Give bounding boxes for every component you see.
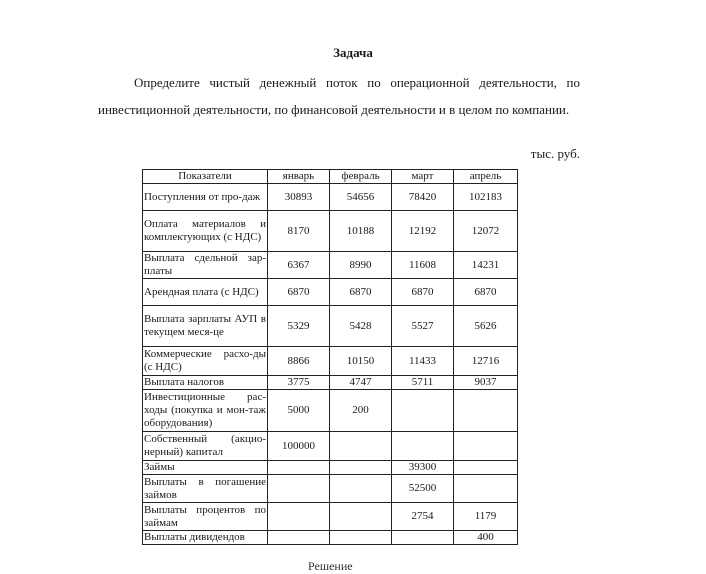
table-cell: 12072 bbox=[454, 211, 518, 252]
table-row bbox=[143, 347, 518, 376]
table-cell: 1179 bbox=[454, 503, 518, 531]
column-header: апрель bbox=[454, 170, 518, 184]
row-label: Оплата материалов и комплектующих (с НДС) bbox=[143, 211, 268, 252]
table-cell: 11433 bbox=[392, 347, 454, 376]
table-cell: 54656 bbox=[330, 184, 392, 211]
table-row bbox=[143, 184, 518, 211]
table-row bbox=[143, 252, 518, 279]
table-row bbox=[143, 279, 518, 306]
table-header-row bbox=[143, 170, 518, 184]
table-cell bbox=[454, 475, 518, 503]
column-header: Показатели bbox=[143, 170, 268, 184]
table-cell: 102183 bbox=[454, 184, 518, 211]
row-label: Выплаты процентов по займам bbox=[144, 503, 266, 529]
table-cell: 5329 bbox=[268, 306, 330, 347]
column-header: март bbox=[392, 170, 454, 184]
table-row bbox=[143, 432, 518, 461]
table-cell: 6870 bbox=[330, 279, 392, 306]
table-cell: 8866 bbox=[268, 347, 330, 376]
table-cell bbox=[454, 390, 518, 432]
units-label: тыс. руб. bbox=[530, 146, 580, 161]
cut-off-text: Решение bbox=[308, 559, 353, 573]
table-cell bbox=[330, 531, 392, 545]
table-row bbox=[143, 531, 518, 545]
row-label: Выплаты в погашение займов bbox=[144, 475, 266, 501]
table-cell: 5626 bbox=[454, 306, 518, 347]
table-cell: 5527 bbox=[392, 306, 454, 347]
row-label: Поступления от про-даж bbox=[143, 184, 268, 211]
table-row bbox=[143, 306, 518, 347]
row-label: Инвестиционные рас-ходы (покупка и мон-таж оборудования) bbox=[143, 390, 268, 432]
data-table bbox=[142, 169, 518, 545]
table-cell: 9037 bbox=[454, 376, 518, 390]
row-label: Займы bbox=[143, 461, 268, 475]
table-cell: 5428 bbox=[330, 306, 392, 347]
row-label: Выплата зарплаты АУП в текущем меся-це bbox=[143, 306, 268, 347]
table-cell bbox=[330, 461, 392, 475]
table-cell: 100000 bbox=[268, 432, 330, 461]
table-cell bbox=[268, 503, 330, 531]
table-cell bbox=[392, 432, 454, 461]
row-label: Коммерческие расхо-ды (с НДС) bbox=[143, 347, 268, 376]
row-label: Выплаты дивидендов bbox=[143, 531, 268, 545]
table-cell: 14231 bbox=[454, 252, 518, 279]
table-cell: 39300 bbox=[392, 461, 454, 475]
table-cell bbox=[454, 432, 518, 461]
task-text: Определите чистый денежный поток по операционной деятельности, по инвестиционной деятельности, по финансовой деятельности и в целом по компании. bbox=[98, 75, 580, 117]
table-cell bbox=[330, 475, 392, 503]
row-label: Арендная плата (с НДС) bbox=[143, 279, 268, 306]
table-cell bbox=[268, 475, 330, 503]
table-cell: 8170 bbox=[268, 211, 330, 252]
column-header: февраль bbox=[330, 170, 392, 184]
table-cell: 2754 bbox=[392, 503, 454, 531]
table-cell: 12716 bbox=[454, 347, 518, 376]
column-header: январь bbox=[268, 170, 330, 184]
table-cell: 10188 bbox=[330, 211, 392, 252]
table-cell bbox=[392, 531, 454, 545]
table-cell: 10150 bbox=[330, 347, 392, 376]
table-cell: 3775 bbox=[268, 376, 330, 390]
table-cell: 30893 bbox=[268, 184, 330, 211]
table-cell: 6367 bbox=[268, 252, 330, 279]
table-cell bbox=[392, 390, 454, 432]
table-row bbox=[143, 475, 518, 503]
table-row bbox=[143, 503, 518, 531]
table-cell bbox=[454, 461, 518, 475]
table-cell: 6870 bbox=[268, 279, 330, 306]
row-label: Выплата сдельной зар-платы bbox=[144, 252, 266, 277]
table-body bbox=[143, 184, 518, 545]
row-label: Собственный (акцио-нерный) капитал bbox=[143, 432, 268, 461]
table-cell bbox=[330, 432, 392, 461]
table-cell bbox=[268, 531, 330, 545]
table-cell: 52500 bbox=[392, 475, 454, 503]
table-row bbox=[143, 461, 518, 475]
table-cell: 8990 bbox=[330, 252, 392, 279]
table-cell bbox=[268, 461, 330, 475]
table-row bbox=[143, 390, 518, 432]
table-cell: 12192 bbox=[392, 211, 454, 252]
table-cell: 5711 bbox=[392, 376, 454, 390]
table-cell bbox=[330, 503, 392, 531]
table-cell: 200 bbox=[330, 390, 392, 432]
table-cell: 6870 bbox=[392, 279, 454, 306]
table-cell: 400 bbox=[454, 531, 518, 545]
table-row bbox=[143, 211, 518, 252]
table-cell: 11608 bbox=[392, 252, 454, 279]
row-label: Выплата налогов bbox=[143, 376, 268, 390]
table-cell: 78420 bbox=[392, 184, 454, 211]
task-title: Задача bbox=[333, 45, 373, 60]
table-row bbox=[143, 376, 518, 390]
table-cell: 4747 bbox=[330, 376, 392, 390]
table-cell: 6870 bbox=[454, 279, 518, 306]
table-cell: 5000 bbox=[268, 390, 330, 432]
